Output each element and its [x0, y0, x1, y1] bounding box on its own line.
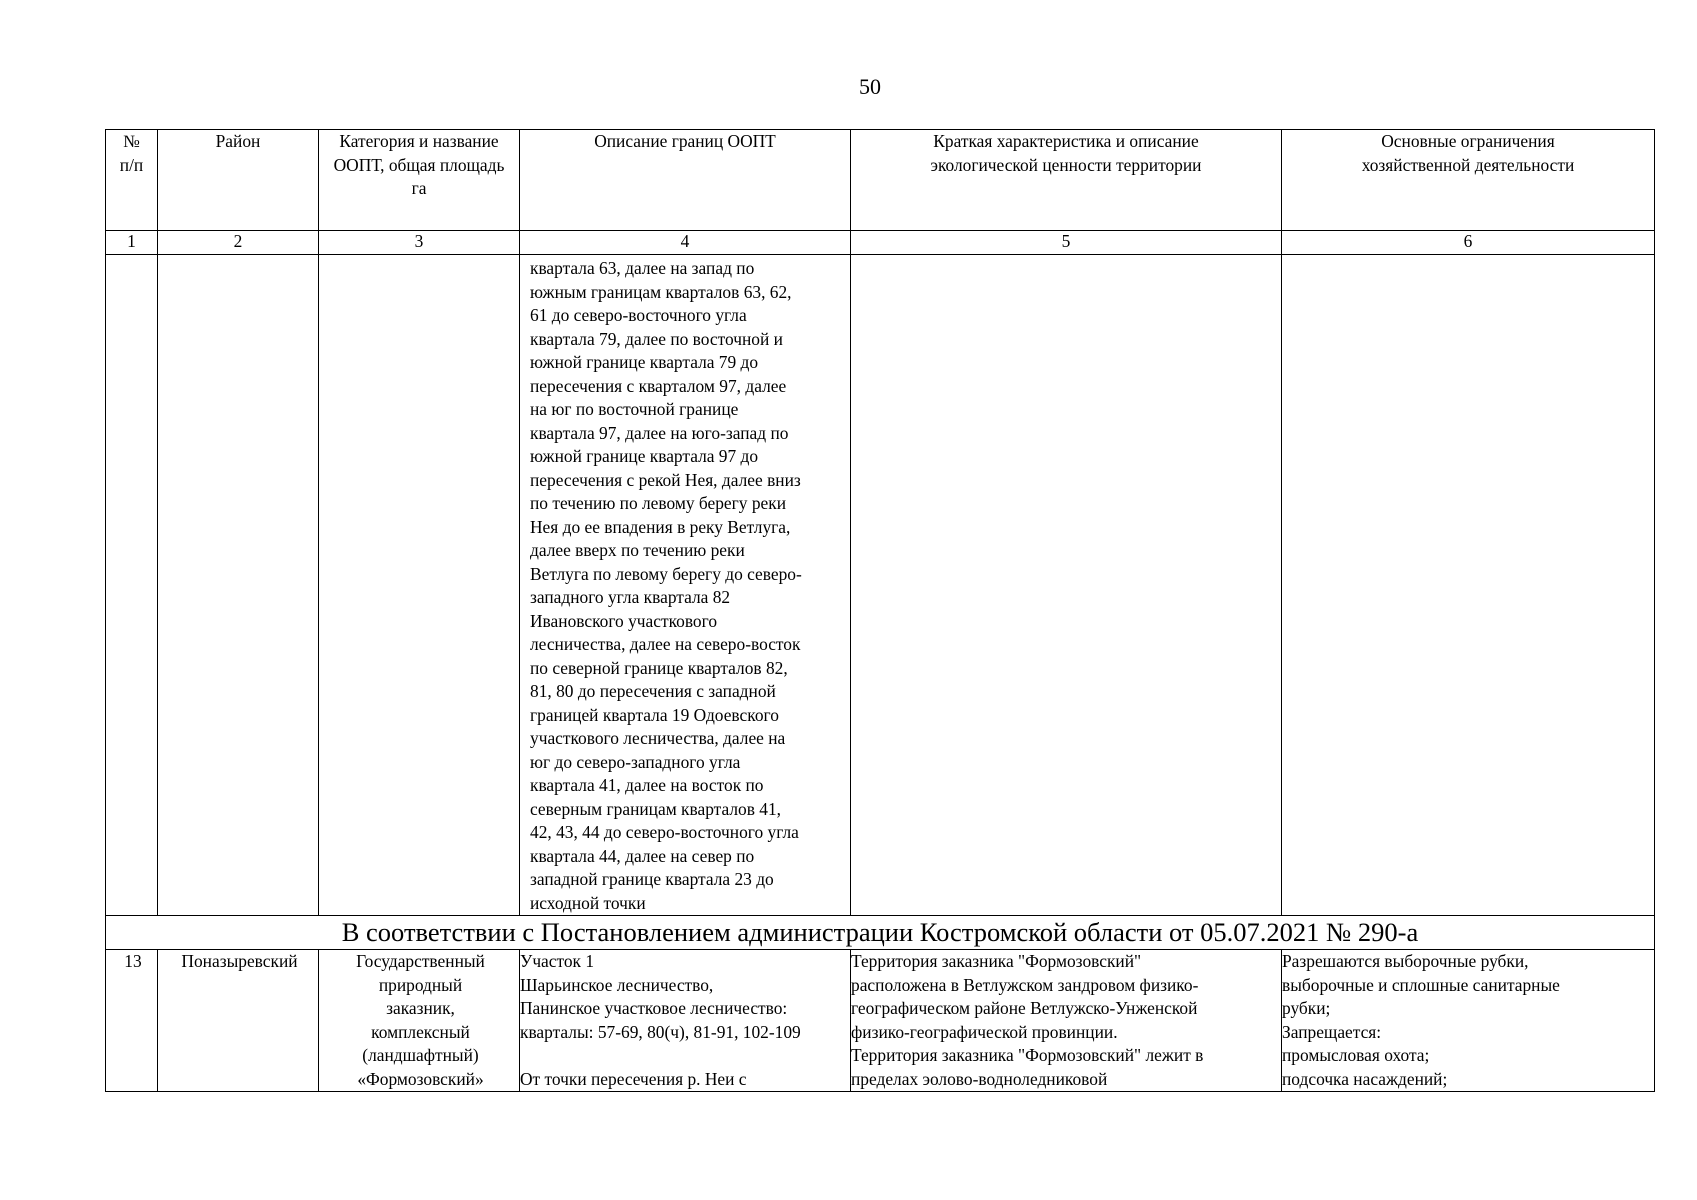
text-line: квартала 79, далее по восточной и: [530, 328, 783, 349]
text-line: Разрешаются выборочные рубки,: [1282, 951, 1529, 971]
header-cell-number: № п/п: [106, 130, 158, 231]
column-number: 2: [158, 231, 319, 255]
section-heading: В соответствии с Постановлением администрации Костромской области от 05.07.2021 № 290-а: [106, 916, 1655, 950]
text-line: западного угла квартала 82: [530, 587, 731, 607]
empty-cell: [851, 255, 1282, 916]
table-header-row: [106, 130, 1655, 231]
section-heading-row: [106, 916, 1655, 950]
text-line: квартала 41, далее на восток по: [530, 775, 764, 795]
page-number: 50: [859, 74, 881, 99]
text-line: заказник,: [386, 998, 455, 1018]
continuation-row: [106, 255, 1655, 916]
column-number: 1: [106, 231, 158, 255]
text-line: южной границе квартала 97 до: [530, 446, 759, 466]
header-cell-district: Район: [158, 130, 319, 231]
text-line: Государственный: [356, 951, 485, 971]
header-cell-restrictions: Основные ограничения хозяйственной деятельности: [1282, 130, 1655, 231]
category-cell: [319, 950, 520, 1092]
text-line: южной границе квартала 79 до: [530, 352, 759, 372]
text-line: пересечения с рекой Нея, далее вниз: [530, 469, 801, 490]
district-cell: Поназыревский: [158, 950, 319, 1092]
header-cell-boundaries: Описание границ ООПТ: [520, 130, 851, 231]
text-line: выборочные и сплошные санитарные: [1282, 974, 1560, 995]
column-number: 4: [520, 231, 851, 255]
text-line: кварталы: 57-69, 80(ч), 81-91, 102-109: [520, 1021, 801, 1042]
text-line: комплексный: [371, 1021, 470, 1042]
text-line: Участок 1: [520, 951, 595, 971]
text-line: исходной точки: [530, 892, 646, 913]
text-line: южным границам кварталов 63, 62,: [530, 281, 792, 302]
column-number-row: [106, 231, 1655, 255]
text-line: расположена в Ветлужском зандровом физико-: [851, 974, 1199, 995]
column-number: 6: [1282, 231, 1655, 255]
text-line: Территория заказника "Формозовский" лежит в: [851, 1045, 1204, 1065]
text-line: 81, 80 до пересечения с западной: [530, 681, 776, 701]
text-line: промысловая охота;: [1282, 1045, 1430, 1065]
text-line: границей квартала 19 Одоевского: [530, 704, 779, 725]
text-line: географическом районе Ветлужско-Унженской: [851, 998, 1198, 1018]
text-line: квартала 44, далее на север по: [530, 845, 755, 866]
text-line: пределах эолово-водноледниковой: [851, 1068, 1108, 1089]
header-cell-characteristics: Краткая характеристика и описание экологической ценности территории: [851, 130, 1282, 231]
text-line: пересечения с кварталом 97, далее: [530, 375, 787, 396]
header-cell-category: Категория и название ООПТ, общая площадь га: [319, 130, 520, 231]
text-line: юг до северо-западного угла: [530, 751, 741, 772]
text-line: (ландшафтный): [362, 1045, 479, 1065]
text-line: северным границам кварталов 41,: [530, 798, 782, 819]
empty-cell: [1282, 255, 1655, 916]
restriction-cell: [1282, 950, 1655, 1092]
text-line: Ветлуга по левому берегу до северо-: [530, 563, 802, 584]
boundary-description-cell: [520, 255, 851, 916]
text-line: [520, 1044, 850, 1068]
text-line: лесничества, далее на северо-восток: [530, 634, 801, 654]
text-line: 42, 43, 44 до северо-восточного угла: [530, 822, 799, 842]
text-line: рубки;: [1282, 998, 1331, 1018]
empty-cell: [158, 255, 319, 916]
text-line: физико-географической провинции.: [851, 1021, 1118, 1042]
text-line: Ивановского участкового: [530, 610, 718, 631]
text-line: квартала 63, далее на запад по: [530, 258, 755, 278]
text-line: по течению по левому берегу реки: [530, 493, 787, 513]
boundary-cell: [520, 950, 851, 1092]
empty-cell: [106, 255, 158, 916]
empty-cell: [319, 255, 520, 916]
text-line: квартала 97, далее на юго-запад по: [530, 422, 789, 443]
boundary-description-text: [530, 257, 847, 915]
text-line: на юг по восточной границе: [530, 399, 739, 419]
text-line: 61 до северо-восточного угла: [530, 305, 747, 325]
text-line: подсочка насаждений;: [1282, 1068, 1448, 1089]
characteristic-cell: [851, 950, 1282, 1092]
text-line: по северной границе кварталов 82,: [530, 657, 788, 678]
text-line: От точки пересечения р. Неи с: [520, 1068, 747, 1089]
text-line: Нея до ее впадения в реку Ветлуга,: [530, 516, 791, 537]
column-number: 5: [851, 231, 1282, 255]
text-line: далее вверх по течению реки: [530, 540, 745, 560]
text-line: Территория заказника "Формозовский": [851, 951, 1142, 971]
text-line: Запрещается:: [1282, 1021, 1382, 1042]
table-row: [106, 950, 1655, 1092]
text-line: Панинское участковое лесничество:: [520, 998, 788, 1018]
text-line: «Формозовский»: [357, 1068, 484, 1089]
text-line: участкового лесничества, далее на: [530, 728, 786, 748]
text-line: западной границе квартала 23 до: [530, 869, 774, 889]
column-number: 3: [319, 231, 520, 255]
text-line: природный: [378, 974, 463, 995]
text-line: Шарьинское лесничество,: [520, 974, 714, 995]
protected-areas-table: [105, 129, 1655, 1092]
row-number: 13: [106, 950, 158, 1092]
